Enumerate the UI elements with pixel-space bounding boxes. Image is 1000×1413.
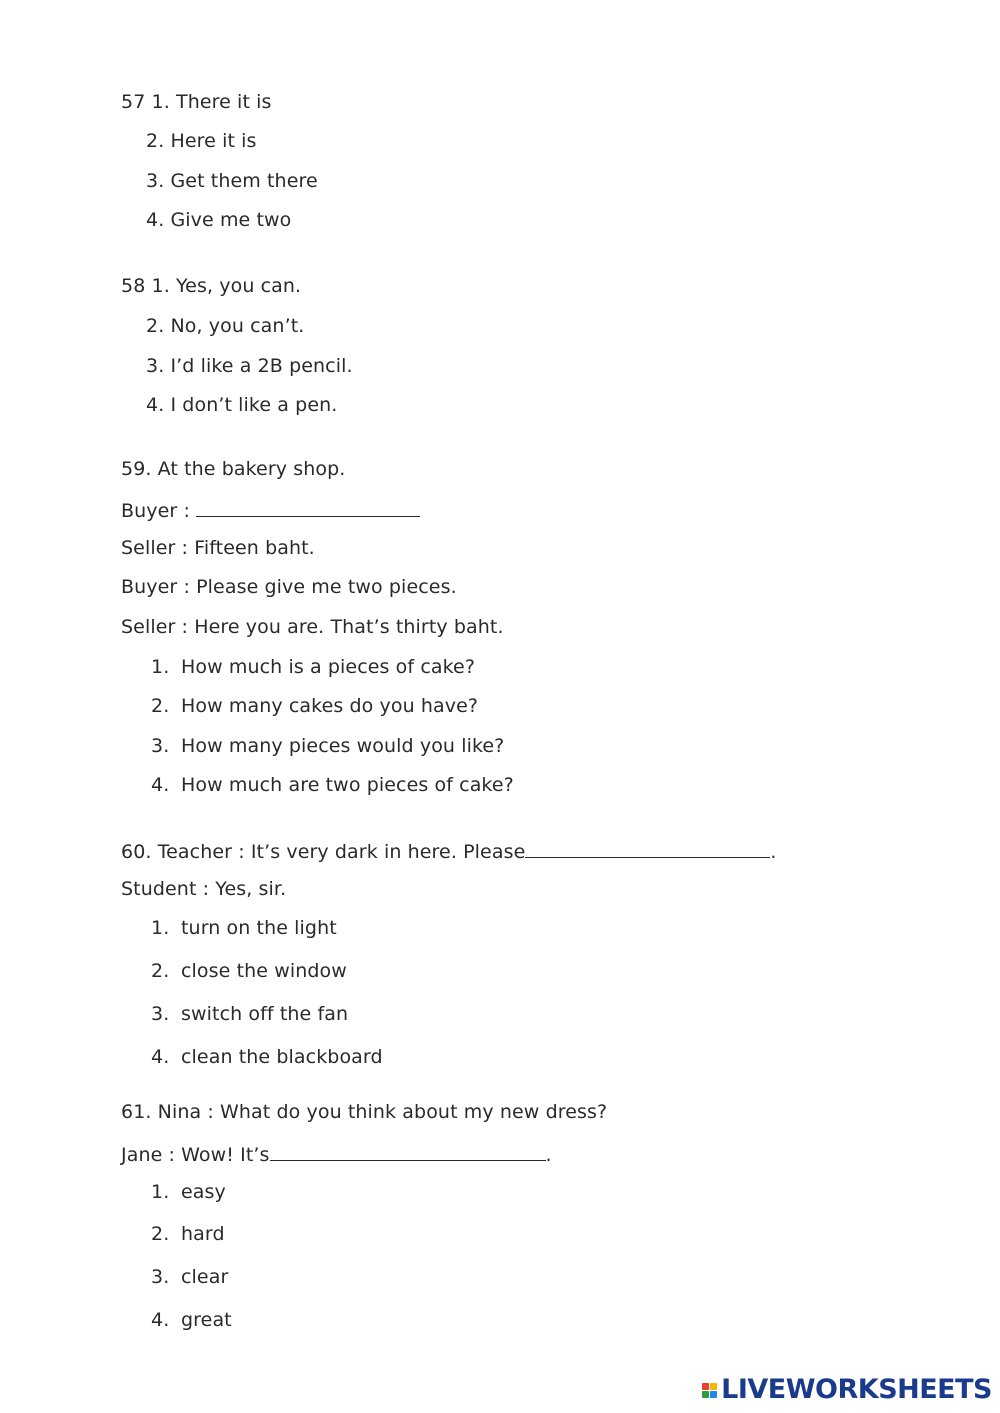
q60-answer-blank[interactable] (525, 837, 770, 858)
q60-option-4-number: 4. (151, 1046, 170, 1068)
q59-option-1: How much is a pieces of cake? (181, 656, 476, 678)
q59-option-1-number: 1. (151, 656, 170, 678)
q58-option-4: 4. I don’t like a pen. (146, 394, 338, 416)
q61-option-4-number: 4. (151, 1309, 170, 1331)
q59-buyer-line: Buyer : (121, 496, 420, 523)
q61-option-2-number: 2. (151, 1223, 170, 1245)
q57-number: 57 (121, 91, 146, 113)
q60-option-3-number: 3. (151, 1003, 170, 1025)
q61-option-4: great (181, 1309, 232, 1331)
q58-option-3: 3. I’d like a 2B pencil. (146, 355, 353, 377)
q61-option-3: clear (181, 1266, 229, 1288)
q60-option-1: turn on the light (181, 917, 337, 939)
q59-seller-line-2: Seller : Here you are. That’s thirty baht. (121, 616, 504, 638)
liveworksheets-logo-icon (702, 1379, 717, 1401)
q61-reply: Jane : Wow! It’s . (121, 1140, 552, 1167)
q59-option-2: How many cakes do you have? (181, 695, 479, 717)
q60-option-3: switch off the fan (181, 1003, 349, 1025)
q59-option-4-number: 4. (151, 774, 170, 796)
logo-square-red (702, 1383, 709, 1390)
q61-option-1: easy (181, 1181, 226, 1203)
q59-option-3-number: 3. (151, 735, 170, 757)
q58-option-1: 58 1. Yes, you can. (121, 275, 302, 297)
q57-option-2: 2. Here it is (146, 130, 257, 152)
q60-stem: 60. Teacher : It’s very dark in here. Please . (121, 837, 777, 864)
q60-option-2: close the window (181, 960, 347, 982)
q61-stem: 61. Nina : What do you think about my new dress? (121, 1101, 608, 1123)
q58-number: 58 (121, 275, 146, 297)
logo-square-yellow (710, 1383, 717, 1390)
q59-answer-blank[interactable] (196, 496, 420, 517)
q59-option-2-number: 2. (151, 695, 170, 717)
q57-option-3: 3. Get them there (146, 170, 318, 192)
q61-answer-blank[interactable] (270, 1140, 546, 1161)
q61-option-1-number: 1. (151, 1181, 170, 1203)
q59-seller-line-1: Seller : Fifteen baht. (121, 537, 315, 559)
q59-option-3: How many pieces would you like? (181, 735, 505, 757)
q60-option-2-number: 2. (151, 960, 170, 982)
q59-option-4: How much are two pieces of cake? (181, 774, 514, 796)
logo-square-green (702, 1391, 709, 1398)
q61-option-3-number: 3. (151, 1266, 170, 1288)
q58-option-2: 2. No, you can’t. (146, 315, 305, 337)
q57-option-4: 4. Give me two (146, 209, 292, 231)
q59-title: 59. At the bakery shop. (121, 458, 346, 480)
q61-option-2: hard (181, 1223, 225, 1245)
q60-option-1-number: 1. (151, 917, 170, 939)
q57-option-1: 57 1. There it is (121, 91, 272, 113)
logo-square-blue (710, 1391, 717, 1398)
liveworksheets-logo[interactable] (702, 1375, 992, 1405)
liveworksheets-logo-text: LIVEWORKSHEETS (721, 1374, 992, 1405)
q60-option-4: clean the blackboard (181, 1046, 383, 1068)
q59-buyer-line-2: Buyer : Please give me two pieces. (121, 576, 457, 598)
q60-reply: Student : Yes, sir. (121, 878, 287, 900)
